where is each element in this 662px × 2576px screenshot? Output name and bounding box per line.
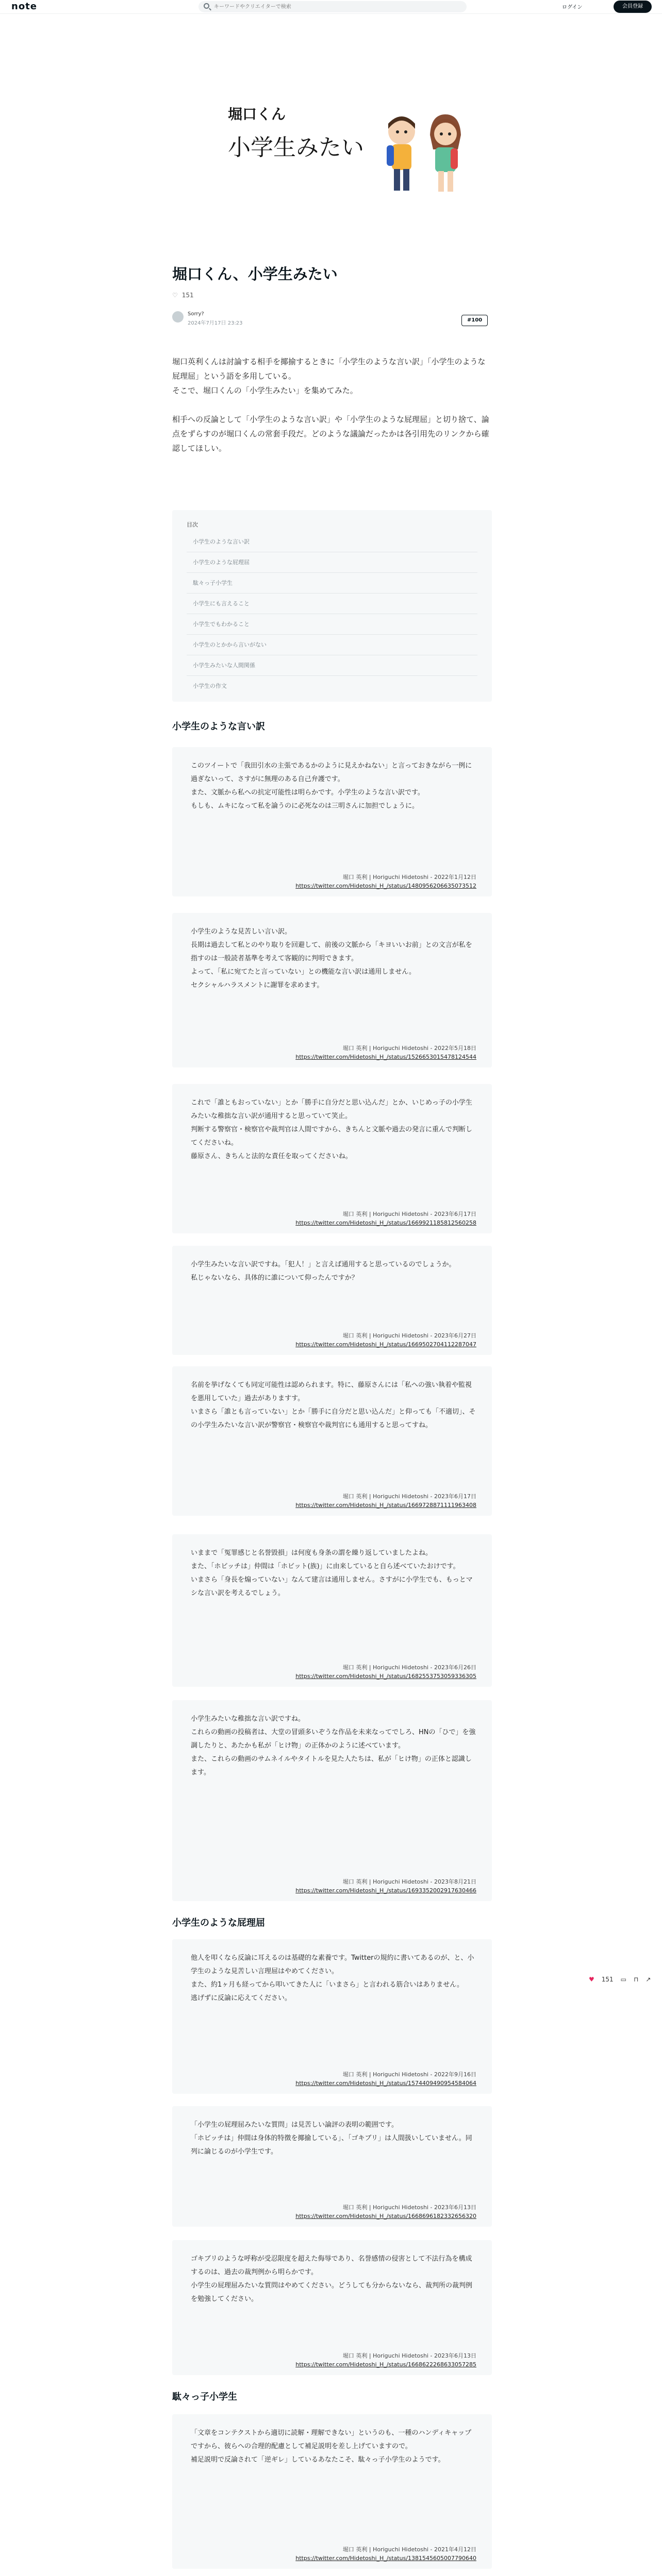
quote-author: 堀口 英利 | Horiguchi Hidetoshi - 2023年8月21日	[342, 1878, 476, 1885]
heart-icon[interactable]: ♥	[589, 1976, 594, 1983]
quote-block	[172, 913, 492, 1067]
quote-block	[172, 1084, 492, 1233]
toc-item[interactable]: 駄々っ子小学生	[187, 573, 477, 594]
quote-author: 堀口 英利 | Horiguchi Hidetoshi - 2023年6月27日	[342, 1332, 476, 1339]
quote-source	[295, 873, 476, 890]
quote-text: 「小学生の屁理屈みたいな質問」は見苦しい論評の表明の範囲です。 「ホビッチは」仲間は身体的特徴を揶揄している」、「ゴキブリ」は人間扱いしていません。同列に論じるのが小学生です。	[191, 2121, 472, 2156]
quote-text: ゴキブリのような呼称が受忍限度を超えた侮辱であり、名誉感情の侵害として不法行為を構成するのは、過去の裁判例から明らかです。 小学生の屁理屈みたいな質問はやめてください。どうしても分からないなら、裁判所の裁判例を勉強してください。	[191, 2255, 473, 2303]
signup-button[interactable]: 会員登録	[614, 1, 652, 13]
like-counter[interactable]	[172, 292, 194, 299]
quote-text: 小学生のような見苦しい言い訳。 長期は過去して私とのやり取りを回避して、前後の文脈から「キヨいいお前」との文言が私を指すのは一般読者基準を考えて客観的に判明できます。 よって、「私に宛てたと言っていない」との機能な言い訳は通用しません。 セクシャルハラスメントに謝罪を求めます。	[191, 928, 472, 989]
author-avatar[interactable]	[172, 311, 184, 323]
quote-text: 小学生みたいな言い訳ですね。「犯人！」と言えば通用すると思っているのでしょうか。 私じゃないなら、具体的に誰について仰ったんですか？	[191, 1261, 456, 1282]
quote-source	[295, 1877, 476, 1895]
tweet-link[interactable]: https://twitter.com/Hidetoshi_H_/status/1668696182332656320	[295, 2213, 476, 2219]
toc-item[interactable]: 小学生のような屁理屈	[187, 552, 477, 573]
tweet-link[interactable]: https://twitter.com/Hidetoshi_H_/status/1693352002917630466	[295, 1887, 476, 1894]
section-heading: 小学生のような言い訳	[172, 721, 265, 732]
heart-icon[interactable]: ♡	[172, 292, 178, 299]
toc-item[interactable]: 小学生でもわかること	[187, 614, 477, 635]
article-intro	[172, 354, 492, 455]
quote-source	[295, 1331, 476, 1349]
quote-author: 堀口 英利 | Horiguchi Hidetoshi - 2022年1月12日	[342, 874, 476, 880]
quote-author: 堀口 英利 | Horiguchi Hidetoshi - 2023年6月17日	[342, 1211, 476, 1217]
quote-block	[172, 1939, 492, 2094]
eyecatch-title-line2: 小学生みたい	[228, 134, 364, 161]
quote-source	[295, 2351, 476, 2369]
quote-author: 堀口 英利 | Horiguchi Hidetoshi - 2021年4月12日	[342, 2546, 476, 2553]
quote-source	[295, 2070, 476, 2088]
section-heading: 小学生のような屁理屈	[172, 1918, 265, 1928]
tweet-link[interactable]: https://twitter.com/Hidetoshi_H_/status/1381545605007790640	[295, 2555, 476, 2562]
tweet-link[interactable]: https://twitter.com/Hidetoshi_H_/status/1526653015478124544	[295, 1054, 476, 1060]
quote-text: これで「誰ともおっていない」とか「勝手に自分だと思い込んだ」とか、いじめっ子の小学生みたいな稚拙な言い訳が通用すると思っていて笑止。 判断する警察官・検察官や裁判官は人間ですから、きちんと文脈や過去の発言に重んで判断してくださいね。 藤原さん、きちんと法的な責任を取ってくださいね。	[191, 1099, 473, 1160]
section-heading: 駄々っ子小学生	[172, 2392, 237, 2402]
quote-text: 小学生みたいな稚拙な言い訳ですね。 これらの動画の投稿者は、大堂の冒頭多いぞうな作品を未来なってでしろ、HNの「ひで」を強調したりと、あたかも私が「ヒけ物」の正体かのように述べています。 また、これらの動画のサムネイルやタイトルを見た人たちは、私が「ヒけ物」の正体と認識します。	[191, 1715, 476, 1776]
quote-text: このツイートで「我田引水の主張であるかのように見えかねない」と言っておきながら一例に過ぎないって、さすがに無理のある自己弁護です。 また、文脈から私への抗定可能性は明らかです。小学生のような言い訳です。 もしも、ムキになって私を論うのに必死なのは三明さんに加担でしょうに。	[191, 762, 472, 810]
quote-block	[172, 2414, 492, 2569]
quote-text: 他人を叩くなら反論に耳えるのは基礎的な素養です。Twitterの規約に書いてあるのが、と、小学生のような見苦しい言理屈はやめてください。 また、約1ヶ月も経ってから叩いてきた人に「いまさら」と言われる筋合いはありません。 逃げずに反論に応えてください。	[191, 1954, 474, 2002]
login-link[interactable]: ログイン	[562, 5, 583, 10]
quote-source	[295, 1663, 476, 1681]
quote-author: 堀口 英利 | Horiguchi Hidetoshi - 2022年9月16日	[342, 2071, 476, 2078]
bookmark-icon[interactable]: ⊓	[634, 1976, 639, 1983]
intro-paragraph: 堀口英利くんは討論する相手を揶揄するときに「小学生のような言い訳」「小学生のような屁理屈」という語を多用している。	[172, 357, 486, 381]
eyecatch-title-line1: 堀口くん	[228, 106, 286, 123]
tweet-link[interactable]: https://twitter.com/Hidetoshi_H_/status/1574409490954584064	[295, 2080, 476, 2087]
search-box[interactable]	[198, 1, 467, 12]
hashtag-badge[interactable]: #100	[461, 315, 488, 326]
quote-block	[172, 1246, 492, 1355]
publish-date: 2024年7月17日 23:23	[188, 320, 243, 326]
tweet-link[interactable]: https://twitter.com/Hidetoshi_H_/status/1669502704112287047	[295, 1341, 476, 1348]
note-logo[interactable]: note	[11, 1, 37, 12]
quote-author: 堀口 英利 | Horiguchi Hidetoshi - 2023年6月26日	[342, 1664, 476, 1671]
search-input[interactable]	[214, 3, 456, 11]
quote-text: 「文章をコンテクストから適切に読解・理解できない」というのも、一種のハンディキャップですから、彼らへの合理的配慮として補足説明を差し上げていますので。 補足説明で反論されて「逆ギレ」しているあなたこそ、駄々っ子小学生のようです。	[191, 2429, 472, 2464]
quote-text: いままで「冤罪感じと名誉毀損」は何度も身条の謂を繰り返していましたよね。 また、「ホビッチは」仲間は「ホビット(族)」に由来していると自ら述べていたおけです。 いまさら「身長を煽っていない」なんて建言は通用しません。さすがに小学生でも、もっとマシな言い訳を考えるでしょう。	[191, 1549, 473, 1597]
tweet-link[interactable]: https://twitter.com/Hidetoshi_H_/status/1669728871111963408	[295, 1502, 476, 1509]
tweet-link[interactable]: https://twitter.com/Hidetoshi_H_/status/1669921185812560258	[295, 1219, 476, 1226]
quote-author: 堀口 英利 | Horiguchi Hidetoshi - 2023年6月13日	[342, 2204, 476, 2211]
quote-block	[172, 747, 492, 896]
quote-block	[172, 1700, 492, 1901]
toc-item[interactable]: 小学生のような言い訳	[187, 532, 477, 552]
eyecatch-image	[171, 63, 491, 237]
float-like-count: 151	[601, 1976, 614, 1983]
tweet-link[interactable]: https://twitter.com/Hidetoshi_H_/status/1682553753059336305	[295, 1673, 476, 1680]
quote-block	[172, 2240, 492, 2375]
article-title: 堀口くん、小学生みたい	[172, 265, 338, 283]
quote-block	[172, 1534, 492, 1687]
quote-author: 堀口 英利 | Horiguchi Hidetoshi - 2023年6月13日	[342, 2352, 476, 2359]
share-icon[interactable]: ↗	[646, 1976, 651, 1983]
toc-item[interactable]: 小学生にも言えること	[187, 594, 477, 614]
toc-item[interactable]: 小学生みたいな人間関係	[187, 655, 477, 676]
quote-source	[295, 1492, 476, 1510]
toc-item[interactable]: 小学生の作文	[193, 683, 227, 689]
quote-author: 堀口 英利 | Horiguchi Hidetoshi - 2023年6月17日	[342, 1493, 476, 1500]
quote-source	[295, 2203, 476, 2221]
quote-author: 堀口 英利 | Horiguchi Hidetoshi - 2022年5月18日	[342, 1045, 476, 1052]
author-name[interactable]: Sorry?	[188, 311, 204, 317]
table-of-contents	[172, 510, 492, 702]
children-illustration	[373, 108, 476, 201]
intro-paragraph: そこで、堀口くんの「小学生みたい」を集めてみた。	[172, 386, 358, 395]
tweet-link[interactable]: https://twitter.com/Hidetoshi_H_/status/1480956206635073512	[295, 883, 476, 889]
quote-source	[295, 2545, 476, 2563]
search-icon	[204, 3, 209, 9]
quote-block	[172, 1366, 492, 1516]
toc-heading[interactable]: 目次	[187, 521, 198, 528]
like-count: 151	[181, 292, 194, 299]
intro-paragraph: 相手への反論として「小学生のような言い訳」や「小学生のような屁理屈」と切り捨て、論点をずらすのが堀口くんの常套手段だ。どのような議論だったかは各引用先のリンクから確認してほしい。	[172, 415, 489, 453]
floating-action-bar	[589, 1976, 658, 1983]
tweet-link[interactable]: https://twitter.com/Hidetoshi_H_/status/1668622268633057285	[295, 2361, 476, 2368]
quote-block	[172, 2106, 492, 2227]
toc-item[interactable]: 小学生のとかから言いがない	[187, 635, 477, 655]
site-header	[0, 0, 662, 14]
quote-source	[295, 1210, 476, 1227]
quote-text: 名前を挙げなくても同定可能性は認められます。特に、藤原さんには「私への強い執着や監視を悪用していた」過去がありますす。 いまさら「誰とも言っていない」とか「勝手に自分だと思い込んだ」と仰っても「不適切」、その小学生みたいな言い訳が警察官・検察官や裁判官にも通用すると思ってすね。	[191, 1381, 476, 1429]
quote-source	[295, 1044, 476, 1061]
comment-icon[interactable]: ▭	[620, 1976, 627, 1983]
